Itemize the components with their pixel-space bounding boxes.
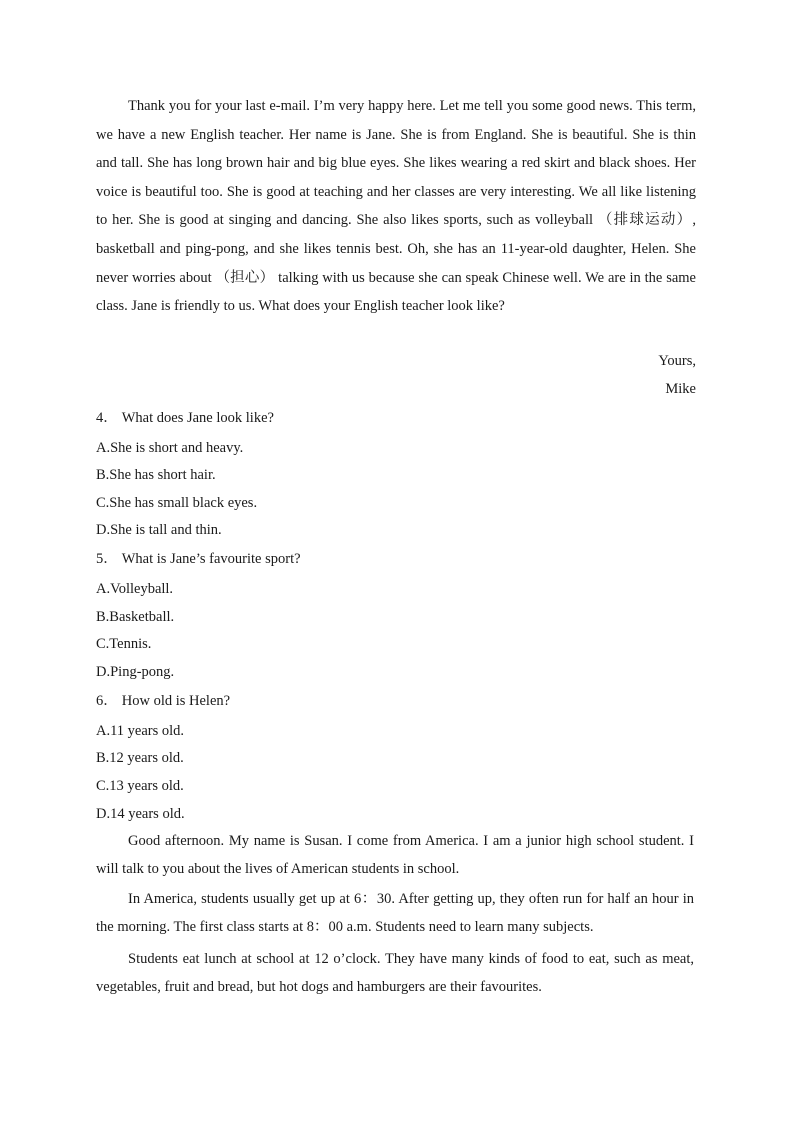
question-4-option-b: B.She has short hair. — [96, 467, 216, 483]
question-4-option-c: C.She has small black eyes. — [96, 495, 258, 511]
question-5-option-c: C.Tennis. — [96, 636, 152, 652]
question-number: 5． — [96, 551, 118, 567]
question-6-option-b: B.12 years old. — [96, 750, 184, 766]
question-5-option-d: D.Ping-pong. — [96, 664, 175, 680]
question-text: How old is Helen? — [121, 693, 231, 709]
passage2-paragraph-1: Good afternoon. My name is Susan. I come from America. I am a junior high school student. I will talk to you about the lives of American students in school. — [96, 833, 694, 877]
question-6-option-c: C.13 years old. — [96, 778, 184, 794]
question-number: 4． — [96, 410, 118, 426]
question-number: 6． — [96, 693, 118, 709]
question-5 — [96, 549, 301, 569]
question-6-option-d: D.14 years old. — [96, 806, 185, 822]
question-4 — [96, 408, 274, 428]
passage2-paragraph-3: Students eat lunch at school at 12 o’clock. They have many kinds of food to eat, such as meat, vegetables, fruit and bread, but hot dogs and hamburgers are their favourites. — [96, 951, 694, 995]
question-text: What is Jane’s favourite sport? — [121, 551, 301, 567]
question-6 — [96, 691, 230, 711]
question-text: What does Jane look like? — [121, 410, 274, 426]
question-5-option-b: B.Basketball. — [96, 609, 175, 625]
question-5-option-a: A.Volleyball. — [96, 581, 174, 597]
question-4-option-a: A.She is short and heavy. — [96, 440, 244, 456]
passage2-paragraph-2: In America, students usually get up at 6：30. After getting up, they often run for half an hour in the morning. The first class starts at 8：00 a.m. Students need to learn many subjects. — [96, 891, 694, 935]
question-6-option-a: A.11 years old. — [96, 723, 185, 739]
letter-signature: Mike — [665, 381, 696, 397]
letter-closing: Yours, — [658, 353, 696, 369]
letter-body: Thank you for your last e-mail. I’m very happy here. Let me tell you some good news. This term, we have a new English teacher. Her name is Jane. She is from England. She is beautiful. She is thin and tall. She has long brown hair and big blue eyes. She likes wearing a red skirt and black shoes. Her voice is beautiful too. She is good at teaching and her classes are very interesting. We all like listening to her. She is good at singing and dancing. She also likes sports, such as volleyball （排球运动）, basketball and ping-pong, and she likes tennis best. Oh, she has an 11-year-old daughter, Helen. She never worries about （担心） talking with us because she can speak Chinese well. We are in the same class. Jane is friendly to us. What does your English teacher look like? — [96, 98, 696, 315]
question-4-option-d: D.She is tall and thin. — [96, 522, 222, 538]
